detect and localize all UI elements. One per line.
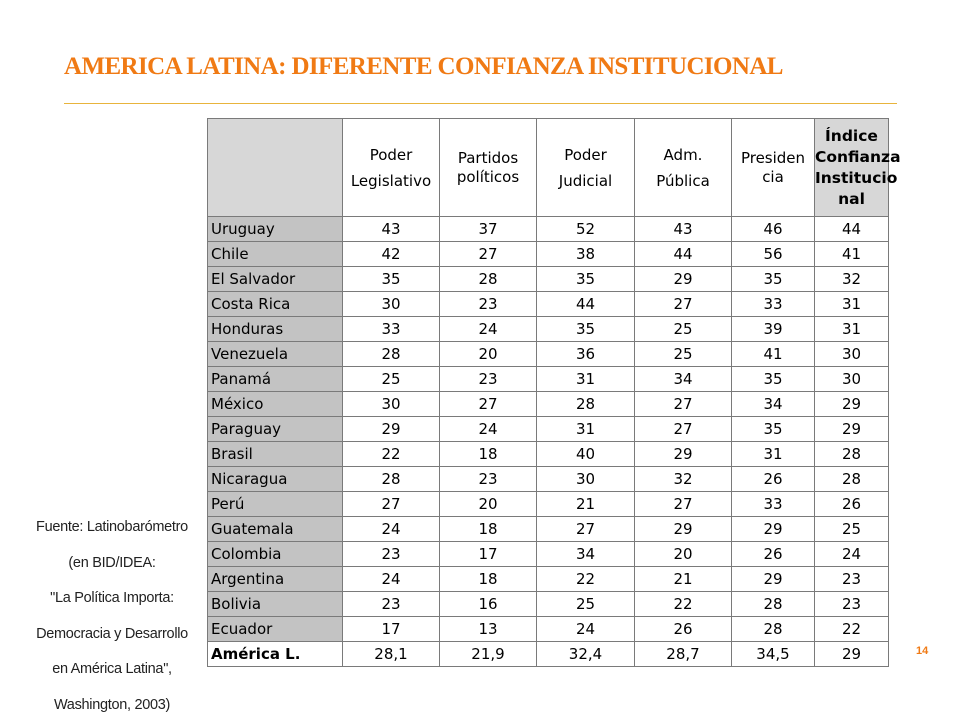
country-cell: Bolivia xyxy=(208,592,343,617)
slide-title: AMERICA LATINA: DIFERENTE CONFIANZA INSTITUCIONAL xyxy=(64,53,944,89)
confidence-table xyxy=(207,118,889,667)
value-cell: 27 xyxy=(343,492,440,517)
table-row xyxy=(208,517,889,542)
value-cell: 44 xyxy=(815,217,889,242)
header-line: Judicial xyxy=(537,168,634,194)
value-cell: 23 xyxy=(815,567,889,592)
value-cell: 24 xyxy=(537,617,635,642)
header-line: nal xyxy=(815,189,888,210)
value-cell: 43 xyxy=(343,217,440,242)
table-row xyxy=(208,417,889,442)
country-cell: Guatemala xyxy=(208,517,343,542)
value-cell: 26 xyxy=(732,467,815,492)
value-cell: 43 xyxy=(635,217,732,242)
header-line: Institucio xyxy=(815,168,888,189)
value-cell: 41 xyxy=(815,242,889,267)
header-line: Legislativo xyxy=(343,168,439,194)
value-cell: 35 xyxy=(537,317,635,342)
value-cell: 27 xyxy=(635,417,732,442)
value-cell: 31 xyxy=(537,417,635,442)
value-cell: 30 xyxy=(815,367,889,392)
value-cell: 26 xyxy=(815,492,889,517)
country-cell: Uruguay xyxy=(208,217,343,242)
value-cell: 33 xyxy=(732,292,815,317)
value-cell: 34 xyxy=(732,392,815,417)
value-cell: 18 xyxy=(440,517,537,542)
value-cell: 28 xyxy=(815,467,889,492)
country-cell: Argentina xyxy=(208,567,343,592)
header-line: Adm. xyxy=(635,142,731,168)
value-cell: 28 xyxy=(537,392,635,417)
value-cell: 25 xyxy=(815,517,889,542)
table-row xyxy=(208,242,889,267)
value-cell: 29 xyxy=(635,267,732,292)
table-total-row xyxy=(208,642,889,667)
value-cell: 29 xyxy=(635,517,732,542)
value-cell: 25 xyxy=(343,367,440,392)
value-cell: 41 xyxy=(732,342,815,367)
header-line: Poder xyxy=(537,142,634,168)
header-line: Presiden xyxy=(732,149,814,168)
table-row xyxy=(208,267,889,292)
table-row xyxy=(208,217,889,242)
value-cell: 23 xyxy=(440,467,537,492)
value-cell: 25 xyxy=(635,342,732,367)
value-cell: 23 xyxy=(343,542,440,567)
value-cell: 27 xyxy=(440,392,537,417)
value-cell: 46 xyxy=(732,217,815,242)
country-cell: América L. xyxy=(208,642,343,667)
value-cell: 22 xyxy=(635,592,732,617)
value-cell: 23 xyxy=(440,292,537,317)
value-cell: 29 xyxy=(635,442,732,467)
source-line: Fuente: Latinobarómetro xyxy=(16,510,208,546)
value-cell: 27 xyxy=(635,292,732,317)
table-row xyxy=(208,367,889,392)
country-cell: Panamá xyxy=(208,367,343,392)
value-cell: 24 xyxy=(343,517,440,542)
table-body xyxy=(208,217,889,667)
title-divider xyxy=(64,103,897,104)
value-cell: 31 xyxy=(732,442,815,467)
value-cell: 16 xyxy=(440,592,537,617)
country-cell: Venezuela xyxy=(208,342,343,367)
value-cell: 34,5 xyxy=(732,642,815,667)
value-cell: 35 xyxy=(732,267,815,292)
value-cell: 35 xyxy=(732,417,815,442)
table-row xyxy=(208,292,889,317)
header-line: cia xyxy=(732,168,814,187)
value-cell: 34 xyxy=(635,367,732,392)
value-cell: 24 xyxy=(440,317,537,342)
table-row xyxy=(208,442,889,467)
value-cell: 34 xyxy=(537,542,635,567)
source-line: "La Política Importa: xyxy=(16,581,208,617)
table-row xyxy=(208,392,889,417)
value-cell: 21 xyxy=(537,492,635,517)
country-cell: Colombia xyxy=(208,542,343,567)
value-cell: 22 xyxy=(537,567,635,592)
header-corner xyxy=(208,119,343,217)
value-cell: 30 xyxy=(343,292,440,317)
table-row xyxy=(208,617,889,642)
value-cell: 38 xyxy=(537,242,635,267)
source-line: Democracia y Desarrollo xyxy=(16,617,208,653)
value-cell: 29 xyxy=(732,567,815,592)
value-cell: 27 xyxy=(440,242,537,267)
value-cell: 20 xyxy=(440,342,537,367)
value-cell: 56 xyxy=(732,242,815,267)
country-cell: El Salvador xyxy=(208,267,343,292)
value-cell: 29 xyxy=(815,417,889,442)
value-cell: 18 xyxy=(440,567,537,592)
value-cell: 24 xyxy=(343,567,440,592)
source-line: (en BID/IDEA: xyxy=(16,546,208,582)
value-cell: 33 xyxy=(732,492,815,517)
header-poder-judicial xyxy=(537,119,635,217)
value-cell: 28 xyxy=(732,592,815,617)
country-cell: Brasil xyxy=(208,442,343,467)
country-cell: Nicaragua xyxy=(208,467,343,492)
value-cell: 31 xyxy=(537,367,635,392)
header-line: Índice xyxy=(815,126,888,147)
value-cell: 30 xyxy=(537,467,635,492)
value-cell: 31 xyxy=(815,292,889,317)
value-cell: 13 xyxy=(440,617,537,642)
table-row xyxy=(208,342,889,367)
header-line: Confianza xyxy=(815,147,888,168)
value-cell: 27 xyxy=(635,392,732,417)
table-row xyxy=(208,542,889,567)
value-cell: 17 xyxy=(440,542,537,567)
value-cell: 25 xyxy=(537,592,635,617)
value-cell: 27 xyxy=(635,492,732,517)
value-cell: 22 xyxy=(815,617,889,642)
header-indice-confianza xyxy=(815,119,889,217)
country-cell: Perú xyxy=(208,492,343,517)
value-cell: 21,9 xyxy=(440,642,537,667)
country-cell: Chile xyxy=(208,242,343,267)
table-row xyxy=(208,592,889,617)
value-cell: 36 xyxy=(537,342,635,367)
value-cell: 29 xyxy=(732,517,815,542)
value-cell: 26 xyxy=(635,617,732,642)
value-cell: 21 xyxy=(635,567,732,592)
value-cell: 28 xyxy=(343,342,440,367)
value-cell: 25 xyxy=(635,317,732,342)
value-cell: 30 xyxy=(343,392,440,417)
header-line: políticos xyxy=(440,168,536,187)
header-presidencia xyxy=(732,119,815,217)
header-line: Poder xyxy=(343,142,439,168)
value-cell: 32 xyxy=(815,267,889,292)
value-cell: 37 xyxy=(440,217,537,242)
value-cell: 23 xyxy=(815,592,889,617)
table-row xyxy=(208,317,889,342)
value-cell: 20 xyxy=(635,542,732,567)
value-cell: 44 xyxy=(537,292,635,317)
country-cell: México xyxy=(208,392,343,417)
value-cell: 28 xyxy=(732,617,815,642)
value-cell: 28,7 xyxy=(635,642,732,667)
country-cell: Honduras xyxy=(208,317,343,342)
value-cell: 30 xyxy=(815,342,889,367)
table-row xyxy=(208,567,889,592)
value-cell: 24 xyxy=(440,417,537,442)
value-cell: 22 xyxy=(343,442,440,467)
value-cell: 20 xyxy=(440,492,537,517)
header-poder-legislativo xyxy=(343,119,440,217)
value-cell: 29 xyxy=(815,392,889,417)
value-cell: 28,1 xyxy=(343,642,440,667)
value-cell: 35 xyxy=(732,367,815,392)
value-cell: 33 xyxy=(343,317,440,342)
value-cell: 28 xyxy=(440,267,537,292)
value-cell: 52 xyxy=(537,217,635,242)
value-cell: 24 xyxy=(815,542,889,567)
value-cell: 27 xyxy=(537,517,635,542)
source-line: Washington, 2003) xyxy=(16,688,208,723)
value-cell: 28 xyxy=(343,467,440,492)
source-note xyxy=(16,510,208,723)
value-cell: 40 xyxy=(537,442,635,467)
value-cell: 29 xyxy=(815,642,889,667)
header-partidos-politicos xyxy=(440,119,537,217)
table-header-row xyxy=(208,119,889,217)
value-cell: 32,4 xyxy=(537,642,635,667)
value-cell: 35 xyxy=(537,267,635,292)
value-cell: 39 xyxy=(732,317,815,342)
value-cell: 23 xyxy=(343,592,440,617)
value-cell: 42 xyxy=(343,242,440,267)
value-cell: 44 xyxy=(635,242,732,267)
table-row xyxy=(208,492,889,517)
value-cell: 18 xyxy=(440,442,537,467)
source-line: en América Latina", xyxy=(16,652,208,688)
value-cell: 31 xyxy=(815,317,889,342)
country-cell: Costa Rica xyxy=(208,292,343,317)
country-cell: Paraguay xyxy=(208,417,343,442)
page-number: 14 xyxy=(916,645,928,657)
header-line: Pública xyxy=(635,168,731,194)
value-cell: 17 xyxy=(343,617,440,642)
table-row xyxy=(208,467,889,492)
value-cell: 23 xyxy=(440,367,537,392)
header-line: Partidos xyxy=(440,149,536,168)
value-cell: 35 xyxy=(343,267,440,292)
value-cell: 28 xyxy=(815,442,889,467)
country-cell: Ecuador xyxy=(208,617,343,642)
value-cell: 26 xyxy=(732,542,815,567)
value-cell: 29 xyxy=(343,417,440,442)
value-cell: 32 xyxy=(635,467,732,492)
header-adm-publica xyxy=(635,119,732,217)
